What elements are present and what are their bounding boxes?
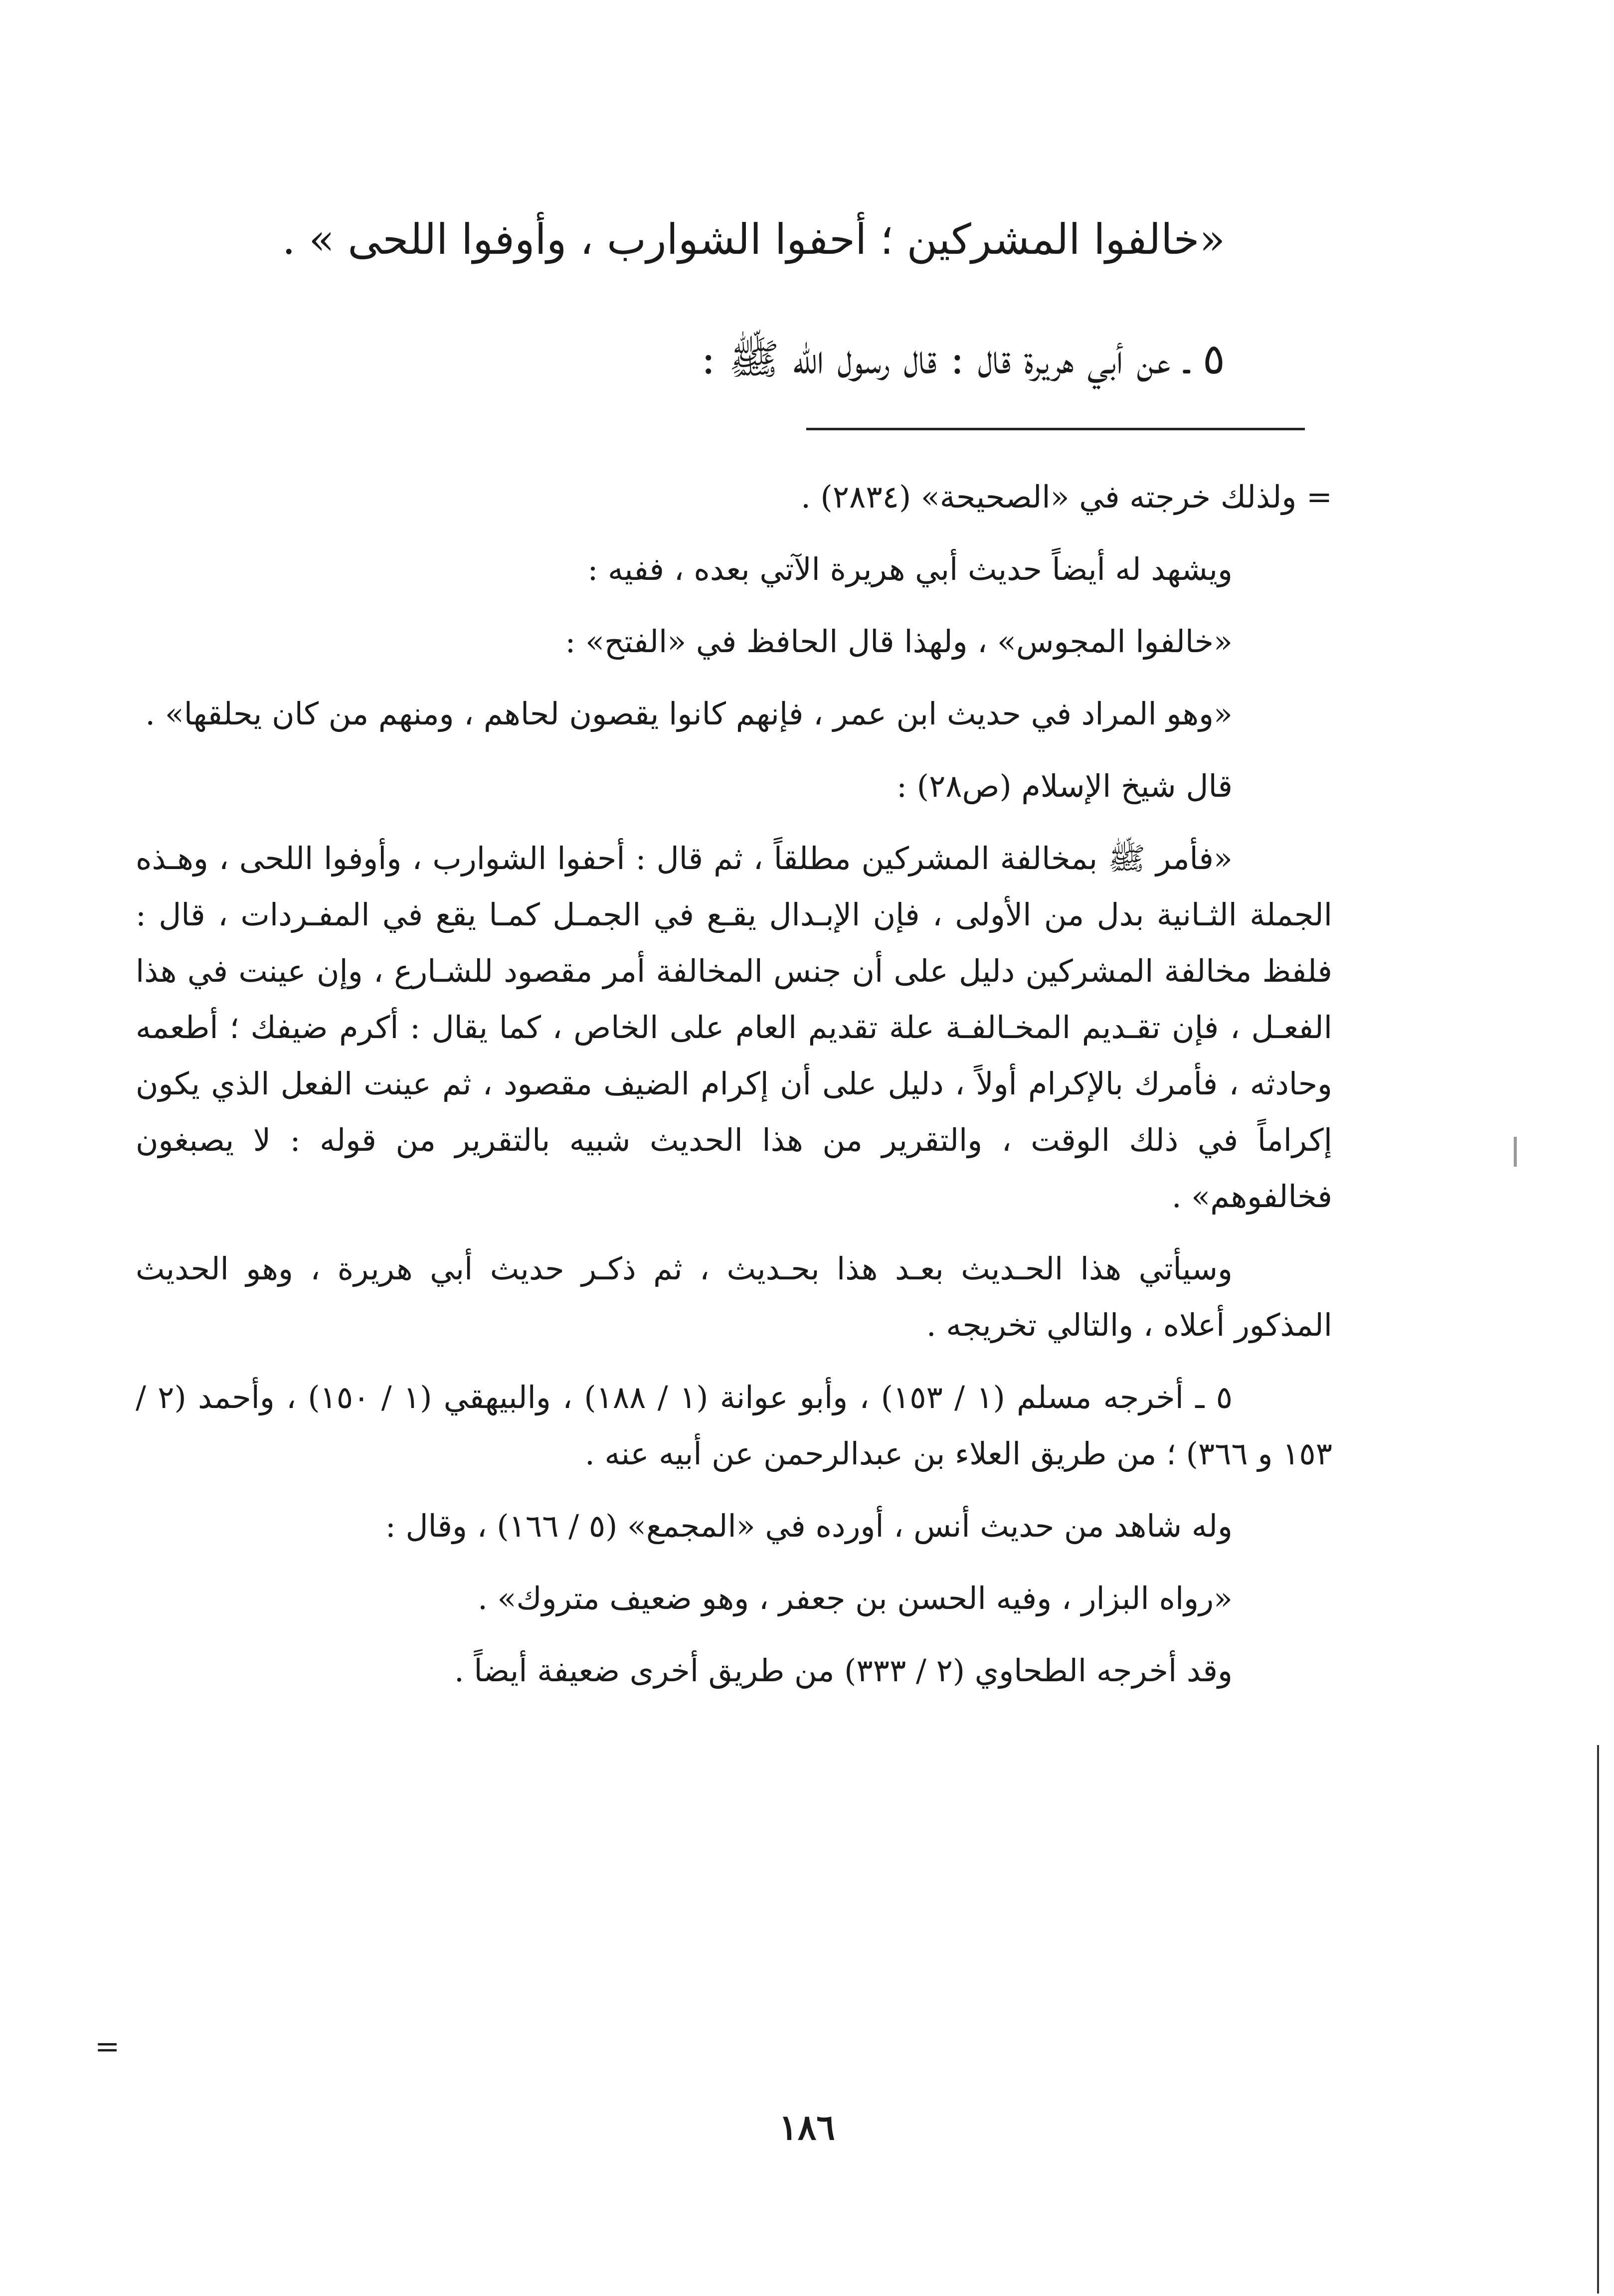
footnote-paragraph: وقد أخرجه الطحاوي (٢ / ٣٣٣) من طريق أخرى ضعيفة أيضاً . [454, 1652, 1233, 1689]
main-text-line-1: «خالفوا المشركين ؛ أحفوا الشوارب ، وأوفوا اللحى » . [282, 215, 1225, 264]
footnote-paragraph: وسيأتي هذا الحـديث بعـد هذا بحـديث ، ثم ذكـر حديث أبي هريرة ، وهو الحديث المذكور أعلاه ، والتالي تخريجه . [136, 1250, 1332, 1343]
footnote-takhrij: ٥ ـ أخرجه مسلم (١ / ١٥٣) ، وأبو عوانة (١ / ١٨٨) ، والبيهقي (١ / ١٥٠) ، وأحمد (٢ / ١٥٣ و ٣٦٦) ؛ من طريق العلاء بن عبدالرحمن عن أبيه عنه . [136, 1379, 1332, 1472]
page-edge-line [1597, 1745, 1599, 2294]
footnote-paragraph: وله شاهد من حديث أنس ، أورده في «المجمع» (٥ / ١٦٦) ، وقال : [385, 1508, 1233, 1544]
footnote-paragraph: ويشهد له أيضاً حديث أبي هريرة الآتي بعده ، ففيه : [587, 551, 1233, 587]
footnotes-block [136, 469, 1332, 1715]
footnote-paragraph: «خالفوا المجوس» ، ولهذا قال الحافظ في «الفتح» : [565, 623, 1233, 660]
scan-mark [1514, 1137, 1517, 1167]
footnote-quote: «فأمر ﷺ بمخالفة المشركين مطلقاً ، ثم قال : أحفوا الشوارب ، وأوفوا اللحى ، وهـذه الجملة الثـانية بدل من الأولى ، فإن الإبـدال يقـع في الجمـل كمـا يقع في المفـردات ، قال : فلفظ مخالفة المشركين دليل على أن جنس المخالفة أمر مقصود للشـارع ، وإن عينت في هذا الفعـل ، فإن تقـديم المخـالفـة علة تقديم العام على الخاص ، كما يقال : أكرم ضيفك ؛ أطعمه وحادثه ، فأمرك بالإكرام أولاً ، دليل على أن إكرام الضيف مقصود ، ثم عينت الفعل الذي يكون إكراماً في ذلك الوقت ، والتقرير من هذا الحديث شبيه بالتقرير من قوله : لا يصبغون فخالفوهم» . [136, 840, 1332, 1215]
footnote-paragraph: قال شيخ الإسلام (ص٢٨) : [897, 768, 1233, 804]
page-number: ١٨٦ [779, 2107, 835, 2148]
main-text-line-2: ٥ ـ عن أبي هريرة قال : قال رسول الله ﷺ : [701, 335, 1225, 383]
footnote-paragraph: «وهو المراد في حديث ابن عمر ، فإنهم كانوا يقصون لحاهم ، ومنهم من كان يحلقها» . [145, 696, 1233, 732]
continuation-mark: = [95, 2029, 120, 2064]
footnote-paragraph: = ولذلك خرجته في «الصحيحة» (٢٨٣٤) . [801, 479, 1332, 515]
footnote-paragraph: «رواه البزار ، وفيه الحسن بن جعفر ، وهو ضعيف متروك» . [478, 1580, 1233, 1616]
footnote-divider [806, 428, 1305, 430]
